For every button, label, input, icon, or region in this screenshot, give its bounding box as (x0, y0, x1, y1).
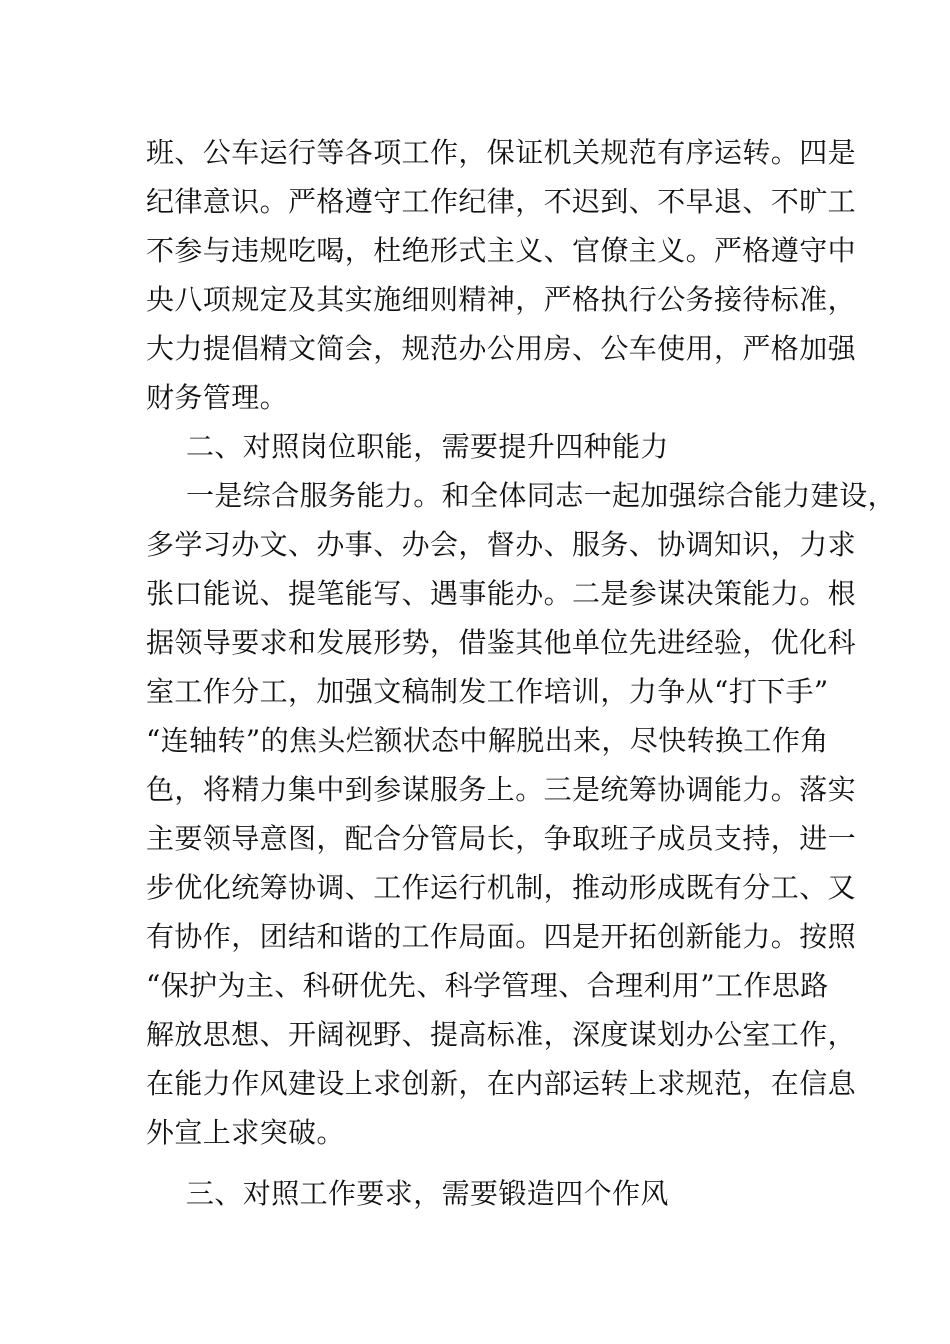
text-line: 一是综合服务能力。和全体同志一起加强综合能力建设， (186, 479, 897, 512)
text-line: “连轴转”的焦头烂额状态中解脱出来，尽快转换工作角 (146, 724, 829, 757)
text-line: 室工作分工，加强文稿制发工作培训，力争从“打下手” (146, 675, 829, 708)
section-heading: 二、对照岗位职能，需要提升四种能力 (186, 430, 669, 463)
text-line: 据领导要求和发展形势，借鉴其他单位先进经验，优化科 (146, 626, 857, 659)
text-line: 解放思想、开阔视野、提高标准，深度谋划办公室工作， (146, 1018, 857, 1051)
section-heading: 三、对照工作要求，需要锻造四个作风 (186, 1177, 669, 1210)
text-line: 大力提倡精文简会，规范办公用房、公车使用，严格加强 (146, 332, 857, 365)
text-line: 主要领导意图，配合分管局长，争取班子成员支持，进一 (146, 822, 857, 855)
text-line: 张口能说、提笔能写、遇事能办。二是参谋决策能力。根 (146, 577, 857, 610)
text-line: 外宣上求突破。 (146, 1116, 345, 1149)
text-line: “保护为主、科研优先、科学管理、合理利用”工作思路 (146, 969, 829, 1002)
text-line: 财务管理。 (146, 381, 289, 414)
text-line: 不参与违规吃喝，杜绝形式主义、官僚主义。严格遵守中 (146, 234, 857, 267)
text-line: 央八项规定及其实施细则精神，严格执行公务接待标准， (146, 283, 857, 316)
text-line: 多学习办文、办事、办会，督办、服务、协调知识，力求 (146, 528, 857, 561)
text-line: 步优化统筹协调、工作运行机制，推动形成既有分工、又 (146, 871, 857, 904)
text-line: 纪律意识。严格遵守工作纪律，不迟到、不早退、不旷工 (146, 185, 857, 218)
text-line: 色，将精力集中到参谋服务上。三是统筹协调能力。落实 (146, 773, 857, 806)
text-line: 有协作，团结和谐的工作局面。四是开拓创新能力。按照 (146, 920, 857, 953)
text-line: 在能力作风建设上求创新，在内部运转上求规范，在信息 (146, 1067, 857, 1100)
text-line: 班、公车运行等各项工作，保证机关规范有序运转。四是 (146, 136, 857, 169)
